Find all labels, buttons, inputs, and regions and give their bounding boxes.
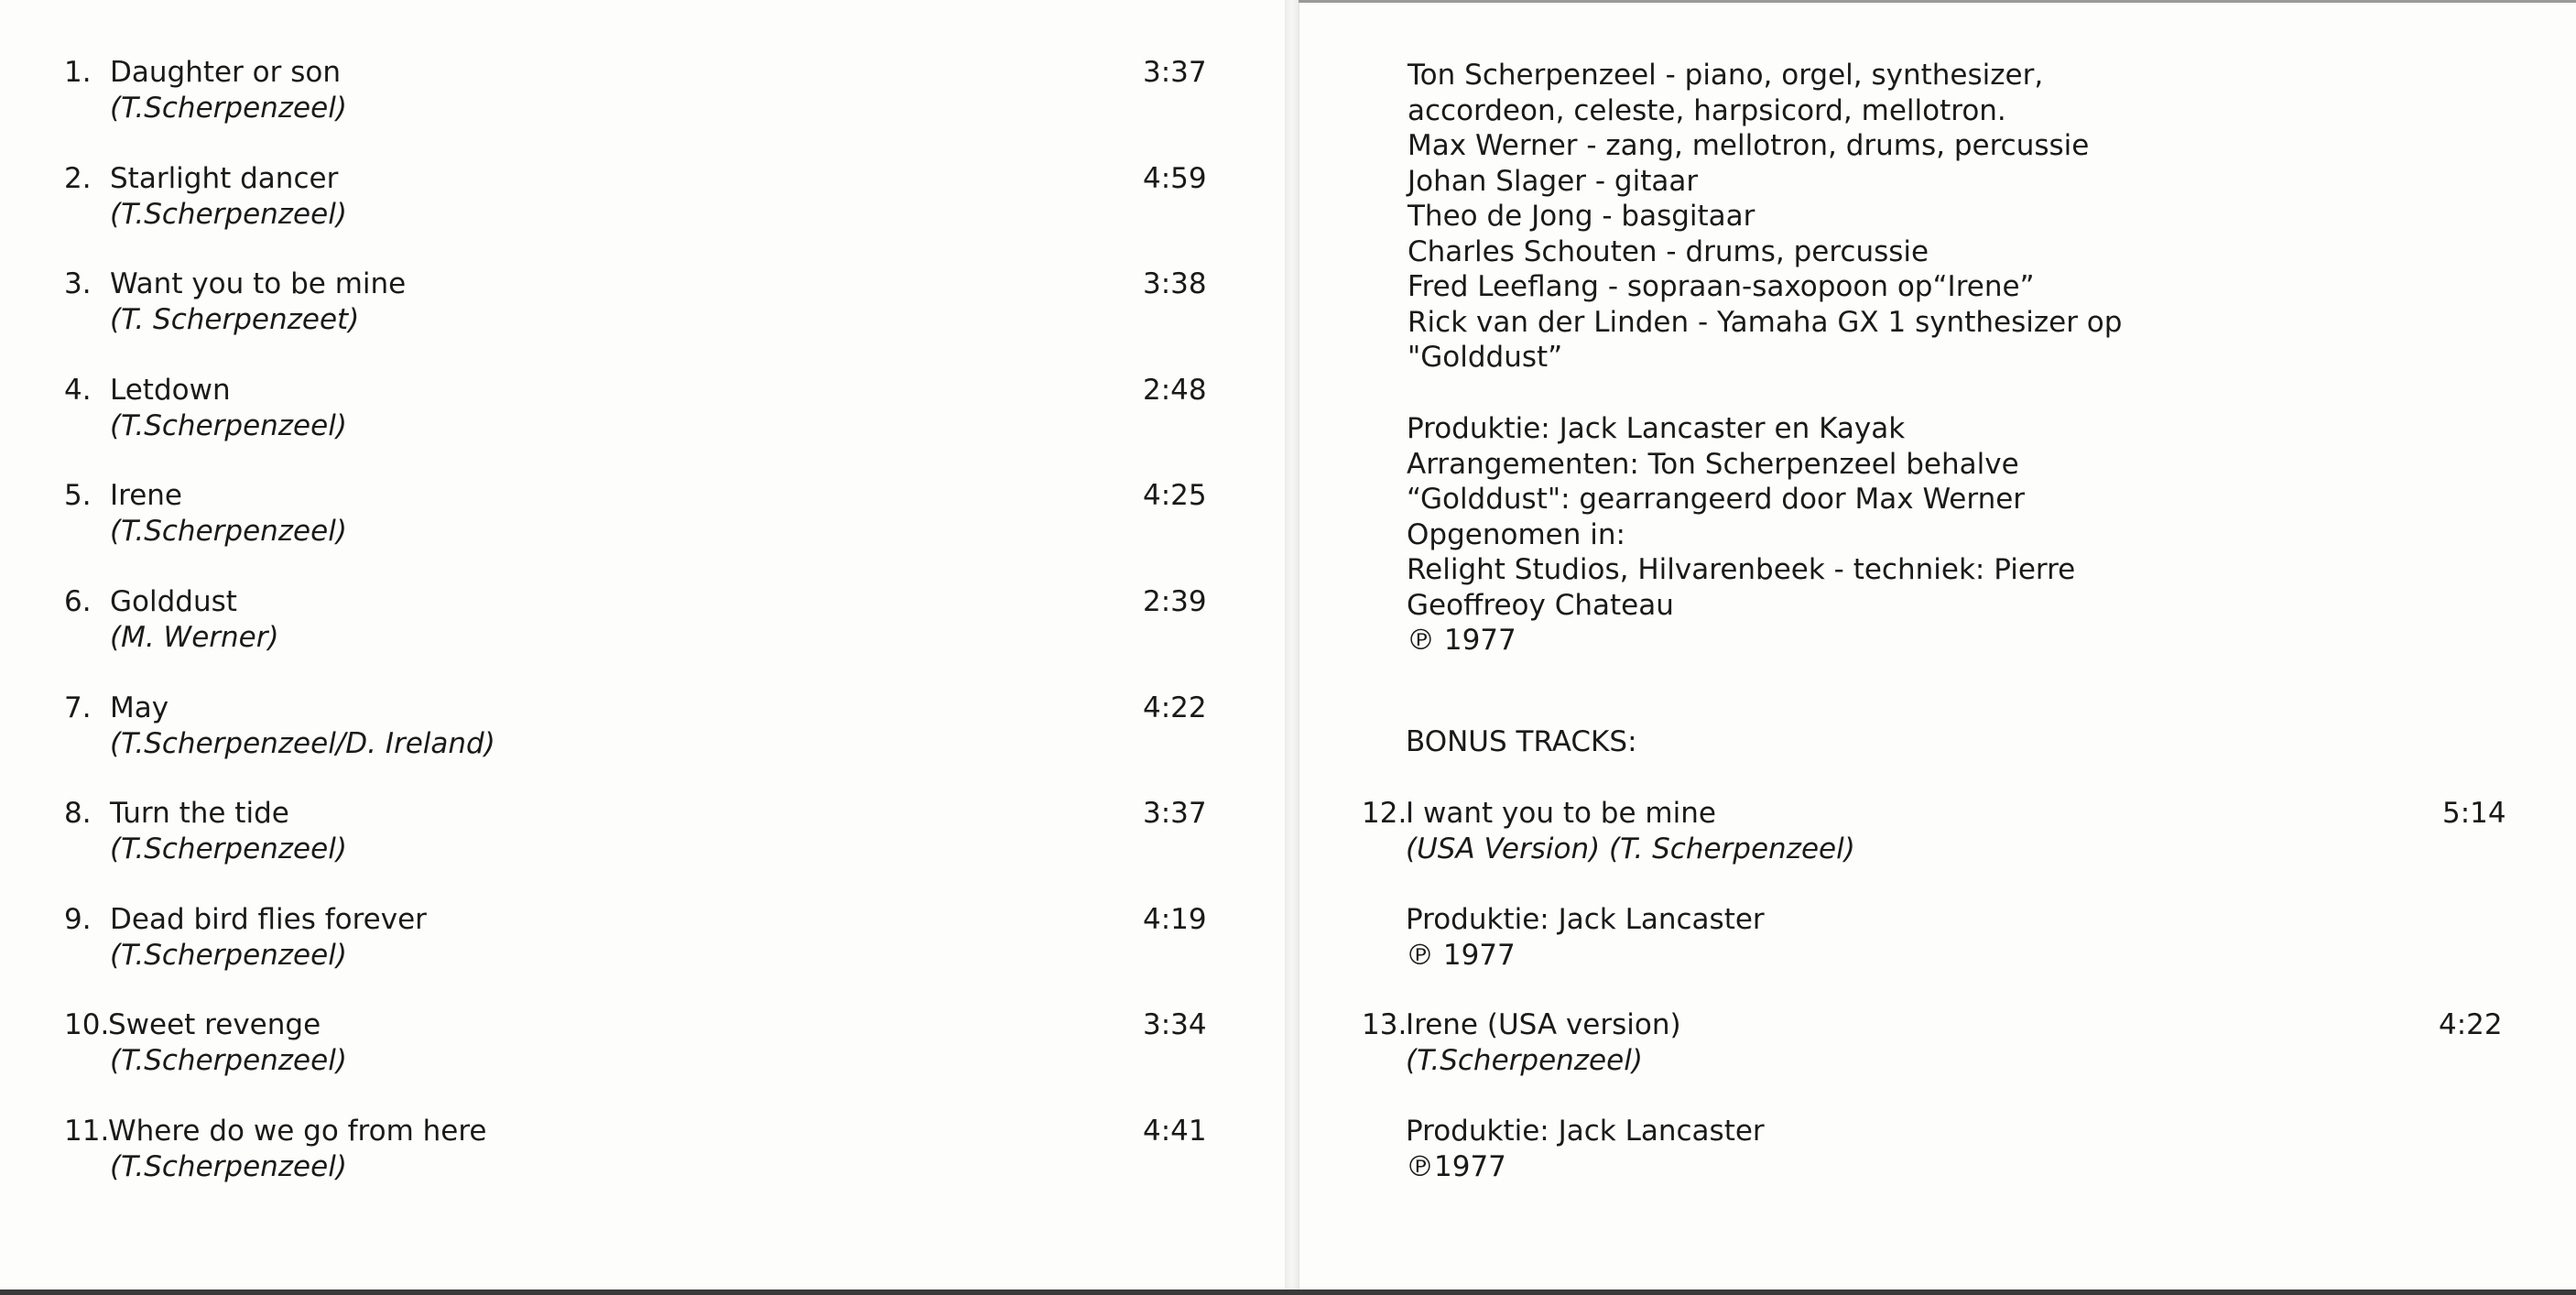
track-number: 9. [64, 903, 92, 936]
track-title: Sweet revenge [108, 1008, 321, 1041]
bonus-track-notes [1406, 1114, 1765, 1184]
production-line: “Golddust": gearrangeerd door Max Werner [1407, 483, 2026, 516]
track-credit: (T.Scherpenzeel/D. Ireland) [110, 727, 495, 760]
note-line: Produktie: Jack Lancaster [1406, 903, 1765, 936]
page-edge-bottom [0, 1290, 2576, 1295]
track-number: 8. [64, 797, 92, 830]
track-number: 1. [64, 56, 92, 89]
track-duration: 4:22 [2439, 1008, 2503, 1041]
track-title: I want you to be mine [1406, 797, 1716, 830]
track-title: Daughter or son [110, 56, 341, 89]
track-duration: 4:19 [1143, 903, 1207, 936]
credit-line: "Golddust” [1408, 341, 1563, 374]
track-credit: (T.Scherpenzeel) [110, 409, 347, 442]
credit-line: Rick van der Linden - Yamaha GX 1 synthesizer op [1408, 305, 2123, 339]
track-duration: 4:59 [1143, 162, 1207, 195]
track-credit: (USA Version) (T. Scherpenzeel) [1406, 832, 1855, 865]
track-number: 3. [64, 267, 92, 300]
credit-line: Max Werner - zang, mellotron, drums, percussie [1408, 129, 2090, 162]
track-duration: 3:37 [1143, 56, 1207, 89]
track-duration: 2:39 [1143, 585, 1207, 618]
track-duration: 2:48 [1143, 374, 1207, 407]
right-page [1299, 0, 2576, 1290]
track-title: Irene (USA version) [1406, 1008, 1681, 1041]
track-number: 13. [1362, 1008, 1408, 1041]
track-title: Dead bird flies forever [110, 903, 427, 936]
track-number: 12. [1362, 797, 1408, 830]
track-number: 2. [64, 162, 92, 195]
track-number: 7. [64, 691, 92, 724]
track-duration: 3:38 [1143, 267, 1207, 300]
track-credit: (T. Scherpenzeet) [110, 303, 360, 336]
track-credit: (T.Scherpenzeel) [110, 1044, 347, 1077]
note-line: ℗ 1977 [1406, 938, 1516, 972]
track-credit: (T.Scherpenzeel) [1406, 1044, 1643, 1077]
production-credits [1407, 411, 2075, 658]
production-line: Geoffreoy Chateau [1407, 588, 1674, 622]
credit-line: Ton Scherpenzeel - piano, orgel, synthesizer, [1408, 59, 2044, 92]
track-duration: 5:14 [2442, 797, 2506, 830]
credit-line: Theo de Jong - basgitaar [1408, 200, 1755, 233]
production-line: Arrangementen: Ton Scherpenzeel behalve [1407, 447, 2019, 481]
track-number: 11. [64, 1115, 110, 1148]
production-line: Produktie: Jack Lancaster en Kayak [1407, 412, 1906, 445]
track-number: 6. [64, 585, 92, 618]
track-number: 10. [64, 1008, 110, 1041]
credit-line: Johan Slager - gitaar [1408, 164, 1699, 198]
track-credit: (T.Scherpenzeel) [110, 939, 347, 972]
track-number: 4. [64, 374, 92, 407]
track-credit: (T.Scherpenzeel) [110, 92, 347, 125]
credit-line: Charles Schouten - drums, percussie [1408, 234, 1929, 268]
left-page [0, 0, 1286, 1290]
track-duration: 4:25 [1143, 479, 1207, 512]
credit-line: accordeon, celeste, harpsicord, mellotron. [1408, 93, 2006, 127]
production-line: Relight Studios, Hilvarenbeek - techniek: Pierre [1407, 553, 2076, 586]
track-title: Letdown [110, 374, 231, 407]
track-credit: (T.Scherpenzeel) [110, 198, 347, 231]
track-title: Want you to be mine [110, 267, 407, 300]
track-duration: 4:22 [1143, 691, 1207, 724]
credit-line: Fred Leeflang - sopraan-saxopoon op“Irene” [1408, 270, 2035, 303]
page-edge-top [1299, 0, 2576, 3]
track-credit: (T.Scherpenzeel) [110, 1150, 347, 1183]
track-title: Turn the tide [110, 797, 289, 830]
track-duration: 4:41 [1143, 1115, 1207, 1148]
track-title: Where do we go from here [108, 1115, 487, 1148]
center-fold [1285, 0, 1299, 1290]
track-duration: 3:37 [1143, 797, 1207, 830]
track-credit: (T.Scherpenzeel) [110, 515, 347, 548]
track-credit: (T.Scherpenzeel) [110, 832, 347, 865]
track-title: May [110, 691, 169, 724]
track-title: Golddust [110, 585, 237, 618]
track-duration: 3:34 [1143, 1008, 1207, 1041]
track-number: 5. [64, 479, 92, 512]
track-title: Irene [110, 479, 182, 512]
production-line: ℗ 1977 [1407, 624, 1516, 657]
bonus-track-notes [1406, 902, 1765, 973]
production-line: Opgenomen in: [1407, 517, 1625, 551]
track-title: Starlight dancer [110, 162, 339, 195]
bonus-tracks-heading: BONUS TRACKS: [1406, 725, 1637, 758]
note-line: Produktie: Jack Lancaster [1406, 1115, 1765, 1148]
note-line: ℗1977 [1406, 1149, 1506, 1183]
track-credit: (M. Werner) [110, 621, 279, 654]
musician-credits [1408, 58, 2122, 375]
